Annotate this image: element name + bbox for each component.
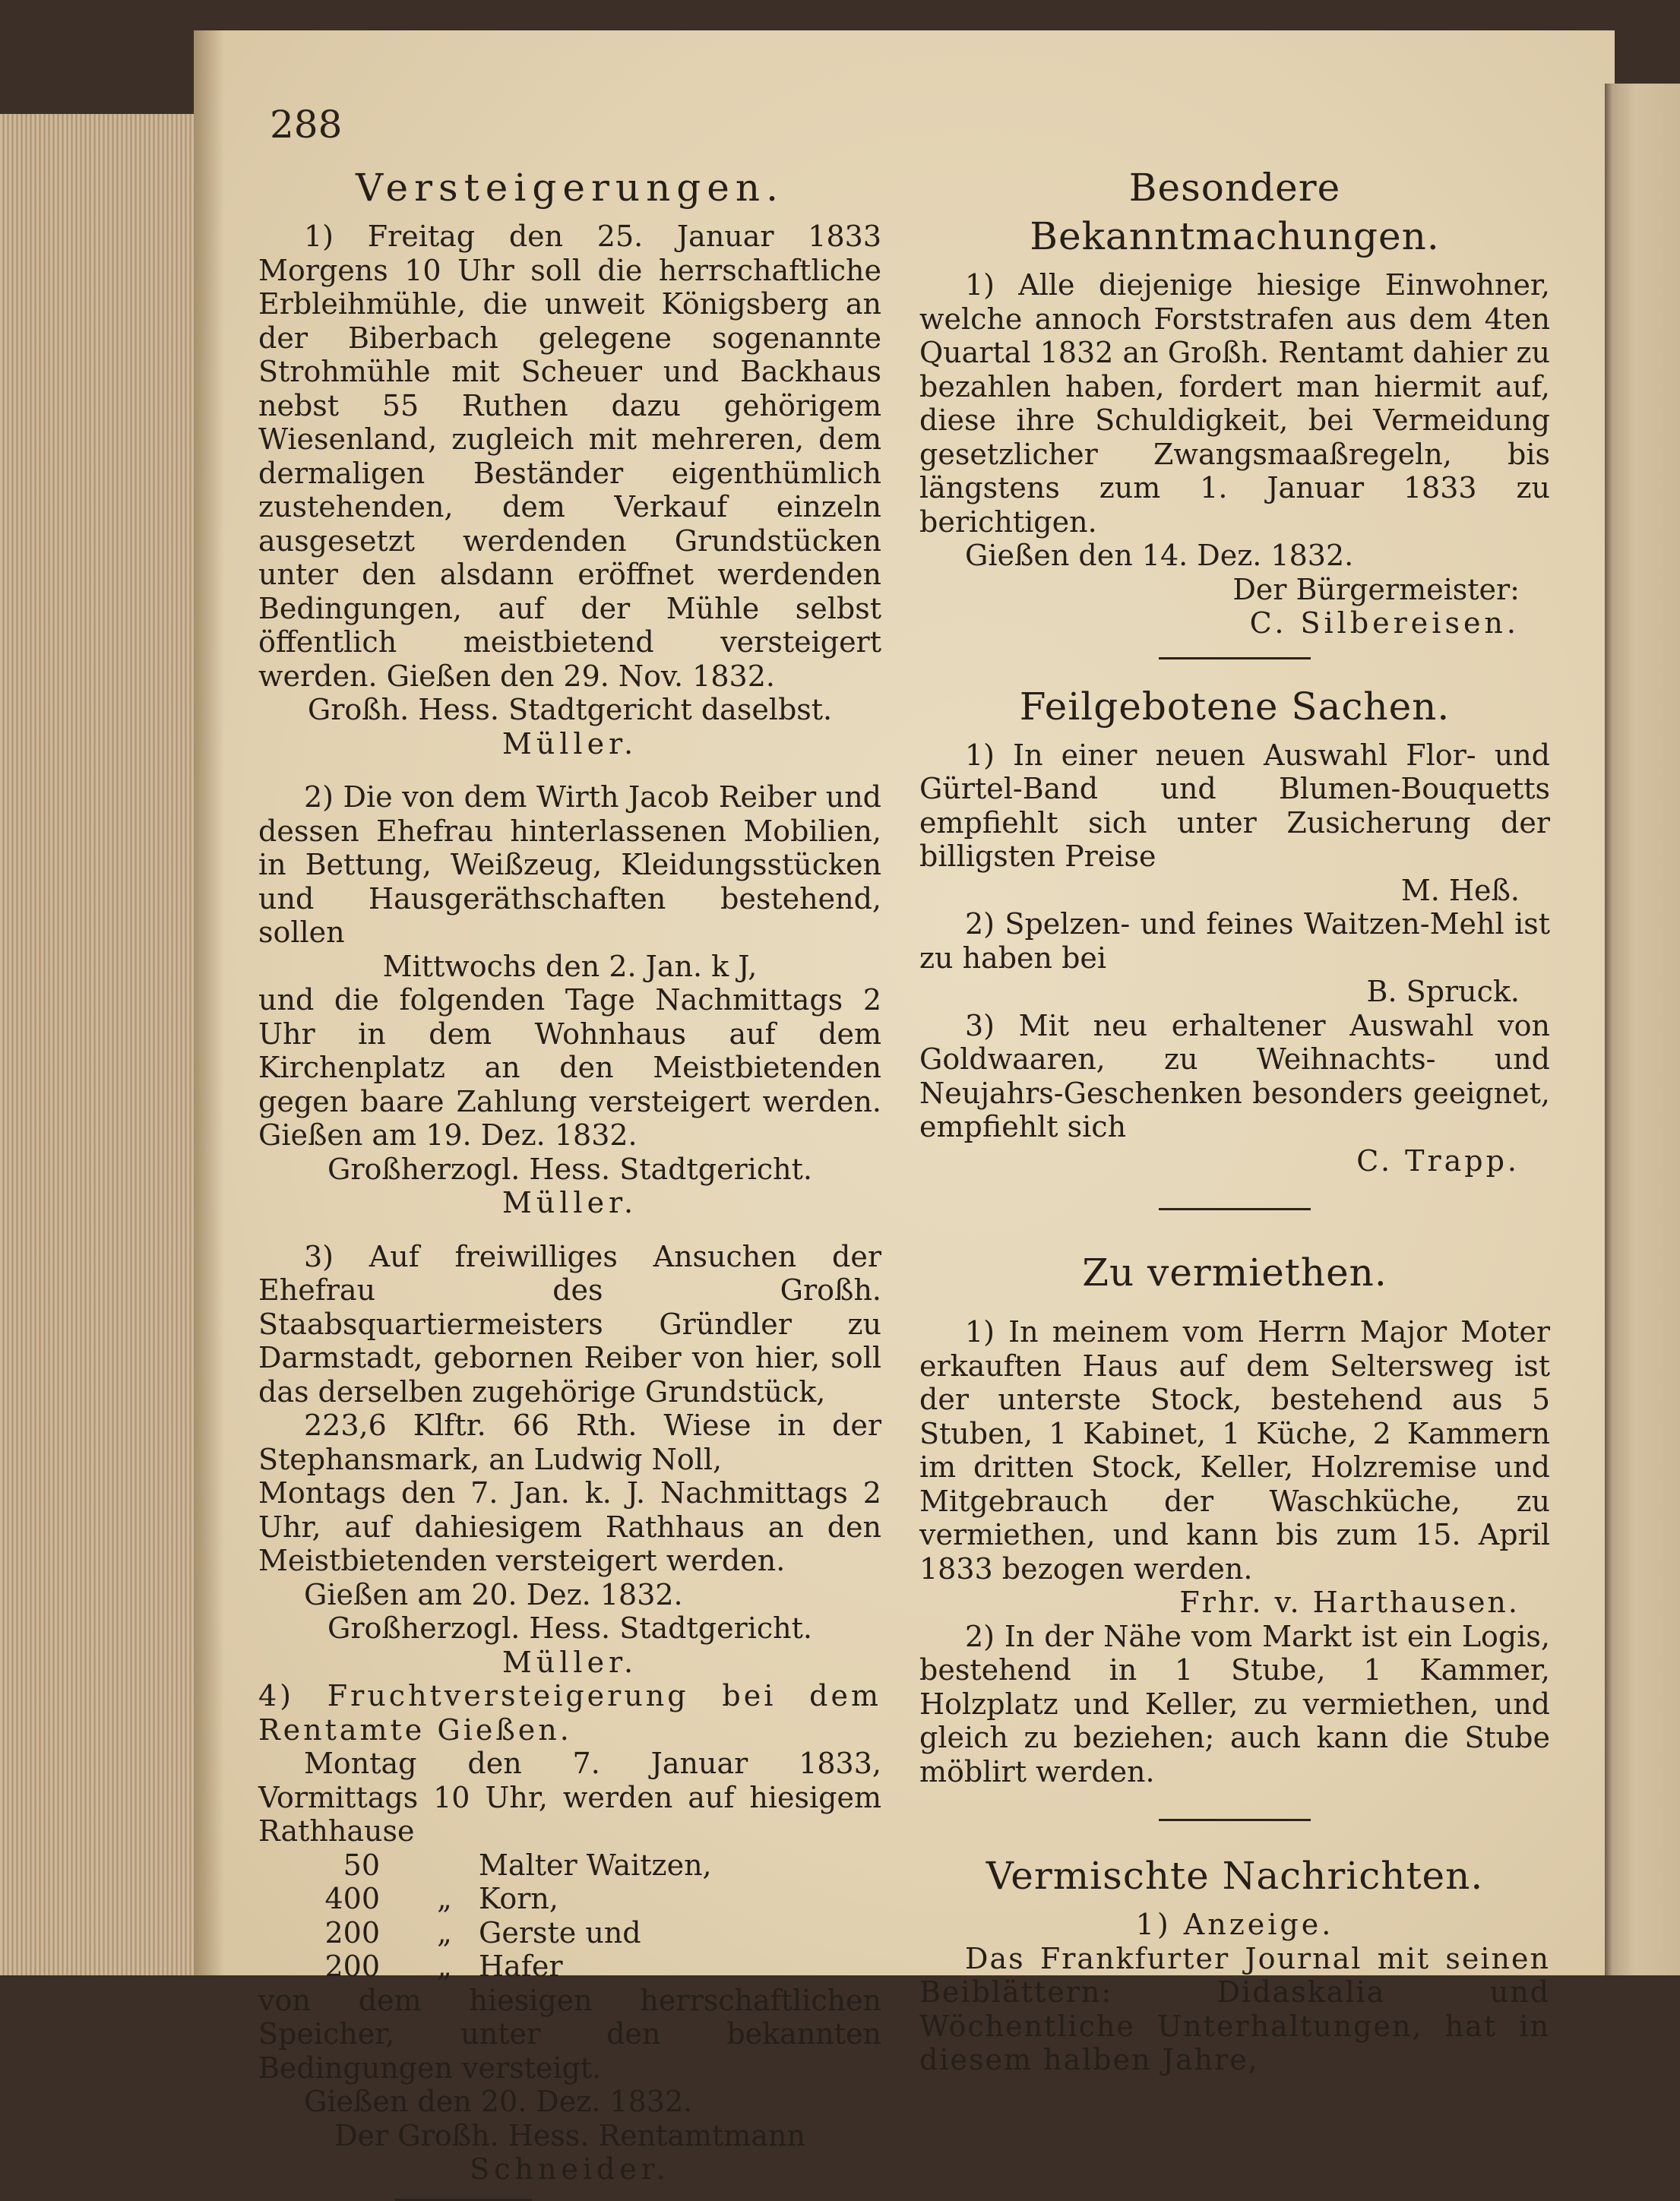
- right-column: [919, 163, 1550, 2077]
- notice-3-text2: Montags den 7. Jan. k. J. Nachmittags 2 Uhr, auf dahiesigem Rathhaus an den Meistbietenden versteigert werden.: [258, 1476, 881, 1577]
- notice-3-signer: Müller.: [501, 1645, 638, 1679]
- notice-2-date: Mittwochs den 2. Jan. k J,: [382, 949, 758, 983]
- s2-item-3: 3) Mit neu erhaltener Auswahl von Goldwaaren, zu Weihnachts- und Neujahrs-Geschenken besonders geeignet, empfiehlt sich: [919, 1008, 1550, 1143]
- heading-zu-vermiethen: Zu vermiethen.: [1082, 1251, 1387, 1295]
- grain-item: 200 „ Gerste und: [324, 1915, 641, 1950]
- notice-1-authority: Großh. Hess. Stadtgericht daselbst.: [307, 693, 833, 726]
- s3-item-2: 2) In der Nähe vom Markt ist ein Logis, bestehend in 1 Stube, 1 Kammer, Holzplatz und Keller, zu vermiethen, und gleich zu beziehen; auch kann die Stube möblirt werden.: [919, 1619, 1550, 1788]
- notice-1-text: 1) Freitag den 25. Januar 1833 Morgens 10 Uhr soll die herrschaftliche Erbleihmühle, die unweit Königsberg an der Biberbach gelegene sogenannte Strohmühle mit Scheuer und Backhaus nebst 55 Ruthen dazu gehörigem Wiesenland, zugleich mit mehreren, dem dermaligen Beständer eigenthümlich zustehenden, dem Verkauf einzeln ausgesetzt werdenden Grundstücken unter den alsdann eröffnet werdenden Bedingungen, auf der Mühle selbst öffentlich meistbietend versteigert werden. Gießen den 29. Nov. 1832.: [258, 220, 881, 693]
- notice-4-place-date: Gießen den 20. Dez. 1832.: [304, 2085, 693, 2118]
- left-column: [258, 163, 881, 2201]
- s2-item-2: 2) Spelzen- und feines Waitzen-Mehl ist zu haben bei: [919, 907, 1550, 975]
- notice-2-text: 2) Die von dem Wirth Jacob Reiber und dessen Ehefrau hinterlassenen Mobilien, in Bettung, Weißzeug, Kleidungsstücken und Hausgeräthschaften bestehend, sollen: [258, 780, 881, 949]
- s1-authority: Der Bürgermeister:: [1232, 572, 1520, 606]
- section-rule: [1159, 1819, 1311, 1821]
- notice-4-signer: Schneider.: [470, 2152, 670, 2186]
- notice-4-authority: Der Großh. Hess. Rentamtmann: [334, 2118, 805, 2152]
- grain-item: 50 Malter Waitzen,: [343, 1848, 712, 1882]
- notice-4-text2: von dem hiesigen herrschaftlichen Speicher, unter den bekannten Bedingungen versteigt.: [258, 1983, 881, 2085]
- section-rule: [1159, 1208, 1311, 1210]
- notice-4-title: 4) Fruchtversteigerung bei dem Rentamte Gießen.: [258, 1679, 881, 1747]
- book-page-edges: [0, 114, 205, 2025]
- s1-text: 1) Alle diejenige hiesige Einwohner, welche annoch Forststrafen aus dem 4ten Quartal 1832 an Großh. Rentamt dahier zu bezahlen haben, fordert man hiermit auf, diese ihre Schuldigkeit, bei Vermeidung gesetzlicher Zwangsmaaßregeln, bis längstens zum 1. Januar 1833 zu berichtigen.: [919, 268, 1550, 539]
- s2-item-1-signer: M. Heß.: [1400, 873, 1520, 907]
- s3-item-1: 1) In meinem vom Herrn Major Moter erkauften Haus auf dem Seltersweg ist der unterste Stock, bestehend aus 5 Stuben, 1 Kabinet, 1 Küche, 2 Kammern im dritten Stock, Keller, Holzremise und Mitgebrauch der Waschküche, zu vermiethen, und kann bis zum 15. April 1833 bezogen werden.: [919, 1315, 1550, 1586]
- notice-3-item: 223,6 Klftr. 66 Rth. Wiese in der Stephansmark, an Ludwig Noll,: [258, 1409, 881, 1476]
- s1-place-date: Gießen den 14. Dez. 1832.: [965, 539, 1354, 572]
- section-rule: [395, 2199, 532, 2201]
- notice-3-authority: Großherzogl. Hess. Stadtgericht.: [327, 1611, 813, 1645]
- s4-text: Das Frankfurter Journal mit seinen Beiblättern: Didaskalia und Wöchentliche Unterhaltungen, hat in diesem halben Jahre,: [919, 1941, 1550, 2076]
- s2-item-1: 1) In einer neuen Auswahl Flor- und Gürtel-Band und Blumen-Bouquetts empfiehlt sich unter Zusicherung der billigsten Preise: [919, 738, 1550, 873]
- grain-list: [258, 1848, 881, 1984]
- page-gutter-shadow: [194, 30, 224, 2025]
- s2-item-3-signer: C. Trapp.: [1356, 1143, 1520, 1178]
- notice-4-text: Montag den 7. Januar 1833, Vormittags 10 Uhr, werden auf hiesigem Rathhause: [258, 1747, 881, 1848]
- s3-item-1-signer: Frhr. v. Harthausen.: [1179, 1586, 1520, 1619]
- heading-feilgebotene-sachen: Feilgebotene Sachen.: [1019, 684, 1451, 729]
- notice-2-authority: Großherzogl. Hess. Stadtgericht.: [327, 1152, 813, 1186]
- notice-1-signer: Müller.: [501, 726, 638, 761]
- notice-2-text2: und die folgenden Tage Nachmittags 2 Uhr in dem Wohnhaus auf dem Kirchenplatz an den Meistbietenden gegen baare Zahlung versteigert werden. Gießen am 19. Dez. 1832.: [258, 983, 881, 1152]
- s1-signer: C. Silbereisen.: [1249, 606, 1520, 640]
- s4-subheading: 1) Anzeige.: [1135, 1908, 1334, 1941]
- grain-item: 400 „ Korn,: [324, 1882, 558, 1915]
- heading-versteigerungen: Versteigerungen.: [356, 166, 784, 210]
- section-rule: [1159, 657, 1311, 659]
- s2-item-2-signer: B. Spruck.: [1366, 975, 1520, 1008]
- heading-besondere-bekanntmachungen: Besondere Bekanntmachungen.: [1030, 166, 1440, 258]
- notice-2-signer: Müller.: [501, 1186, 638, 1219]
- facing-page-edge: [1605, 84, 1680, 2025]
- notice-3-place-date: Gießen am 20. Dez. 1832.: [304, 1577, 683, 1611]
- page-number: 288: [270, 103, 343, 147]
- grain-item: 200 „ Hafer: [324, 1950, 563, 1983]
- heading-vermischte-nachrichten: Vermischte Nachrichten.: [986, 1854, 1484, 1898]
- notice-3-text: 3) Auf freiwilliges Ansuchen der Ehefrau des Großh. Staabsquartiermeisters Gründler zu Darmstadt, gebornen Reiber von hier, soll das derselben zugehörige Grundstück,: [258, 1239, 881, 1409]
